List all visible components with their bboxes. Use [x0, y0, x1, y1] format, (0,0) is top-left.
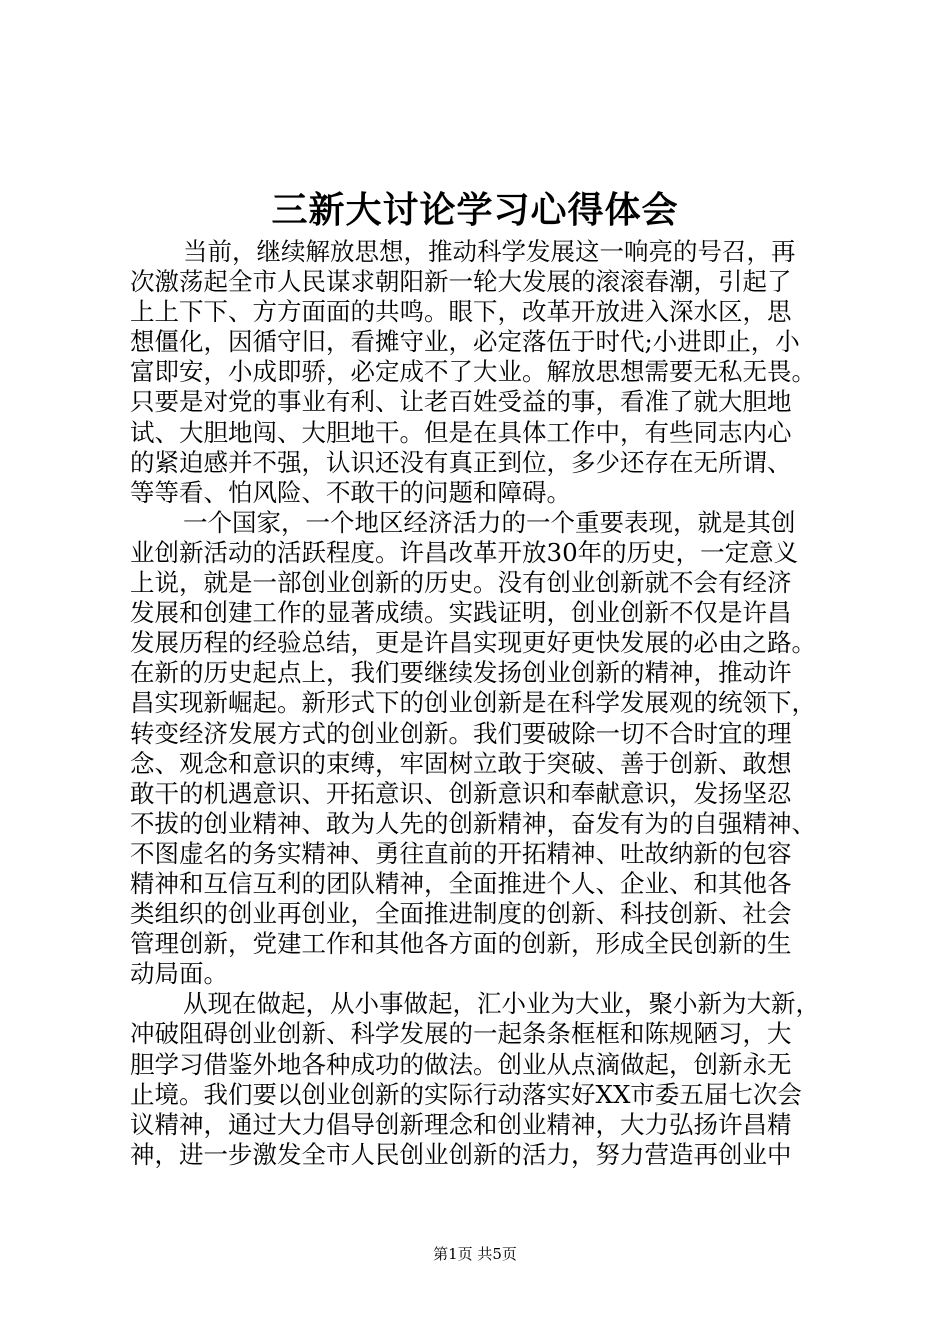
paragraph-1-line: 只要是对党的事业有利、让老百姓受益的事，看准了就大胆地	[130, 387, 792, 417]
document-body	[130, 237, 842, 1170]
paragraph-2-line: 管理创新，党建工作和其他各方面的创新，形成全民创新的生	[130, 929, 792, 959]
paragraph-2-line: 发展历程的经验总结，更是许昌实现更好更快发展的必由之路。	[130, 628, 816, 658]
paragraph-2-line: 精神和互信互利的团队精神，全面推进个人、企业、和其他各	[130, 868, 792, 898]
paragraph-2-line: 动局面。	[130, 959, 228, 989]
paragraph-3-line: 从现在做起，从小事做起，汇小业为大业，聚小新为大新，	[183, 989, 820, 1019]
paragraph-2-line: 敢干的机遇意识、开拓意识、创新意识和奉献意识，发扬坚忍	[130, 778, 792, 808]
paragraph-3-line: 神，进一步激发全市人民创业创新的活力，努力营造再创业中	[130, 1139, 792, 1169]
paragraph-1-line: 试、大胆地闯、大胆地干。但是在具体工作中，有些同志内心	[130, 417, 792, 447]
paragraph-2-line: 不拔的创业精神、敢为人先的创新精神，奋发有为的自强精神、	[130, 808, 816, 838]
paragraph-3-line: 冲破阻碍创业创新、科学发展的一起条条框框和陈规陋习，大	[130, 1019, 792, 1049]
paragraph-2-line: 在新的历史起点上，我们要继续发扬创业创新的精神，推动许	[130, 658, 792, 688]
paragraph-1-line: 等等看、怕风险、不敢干的问题和障碍。	[130, 477, 571, 507]
paragraph-1-line: 上上下下、方方面面的共鸣。眼下，改革开放进入深水区，思	[130, 297, 792, 327]
page-number-footer: 第1页 共5页	[433, 1245, 517, 1263]
paragraph-2-line: 不图虚名的务实精神、勇往直前的开拓精神、吐故纳新的包容	[130, 838, 792, 868]
paragraph-2-line: 一个国家，一个地区经济活力的一个重要表现，就是其创	[183, 507, 796, 537]
paragraph-2-line: 发展和创建工作的显著成绩。实践证明，创业创新不仅是许昌	[130, 598, 792, 628]
paragraph-2-line: 昌实现新崛起。新形式下的创业创新是在科学发展观的统领下，	[130, 688, 816, 718]
paragraph-1-line: 的紧迫感并不强，认识还没有真正到位，多少还存在无所谓、	[130, 447, 792, 477]
paragraph-3-line: 止境。我们要以创业创新的实际行动落实好XX市委五届七次会	[130, 1079, 802, 1109]
paragraph-2-line: 业创新活动的活跃程度。许昌改革开放30年的历史，一定意义	[130, 537, 799, 567]
paragraph-1-line: 当前，继续解放思想，推动科学发展这一响亮的号召，再	[183, 237, 796, 266]
paragraph-2-line: 转变经济发展方式的创业创新。我们要破除一切不合时宜的理	[130, 718, 792, 748]
paragraph-1-line: 次激荡起全市人民谋求朝阳新一轮大发展的滚滚春潮，引起了	[130, 267, 792, 297]
paragraph-1-line: 想僵化，因循守旧，看摊守业，必定落伍于时代;小进即止，小	[130, 327, 800, 357]
paragraph-3-line: 议精神，通过大力倡导创新理念和创业精神，大力弘扬许昌精	[130, 1109, 792, 1139]
document-title: 三新大讨论学习心得体会	[271, 189, 679, 231]
paragraph-3-line: 胆学习借鉴外地各种成功的做法。创业从点滴做起，创新永无	[130, 1049, 792, 1079]
paragraph-2-line: 念、观念和意识的束缚，牢固树立敢于突破、善于创新、敢想	[130, 748, 792, 778]
paragraph-2-line: 上说，就是一部创业创新的历史。没有创业创新就不会有经济	[130, 568, 792, 598]
paragraph-1-line: 富即安，小成即骄，必定成不了大业。解放思想需要无私无畏。	[130, 357, 816, 387]
paragraph-2-line: 类组织的创业再创业，全面推进制度的创新、科技创新、社会	[130, 899, 792, 929]
